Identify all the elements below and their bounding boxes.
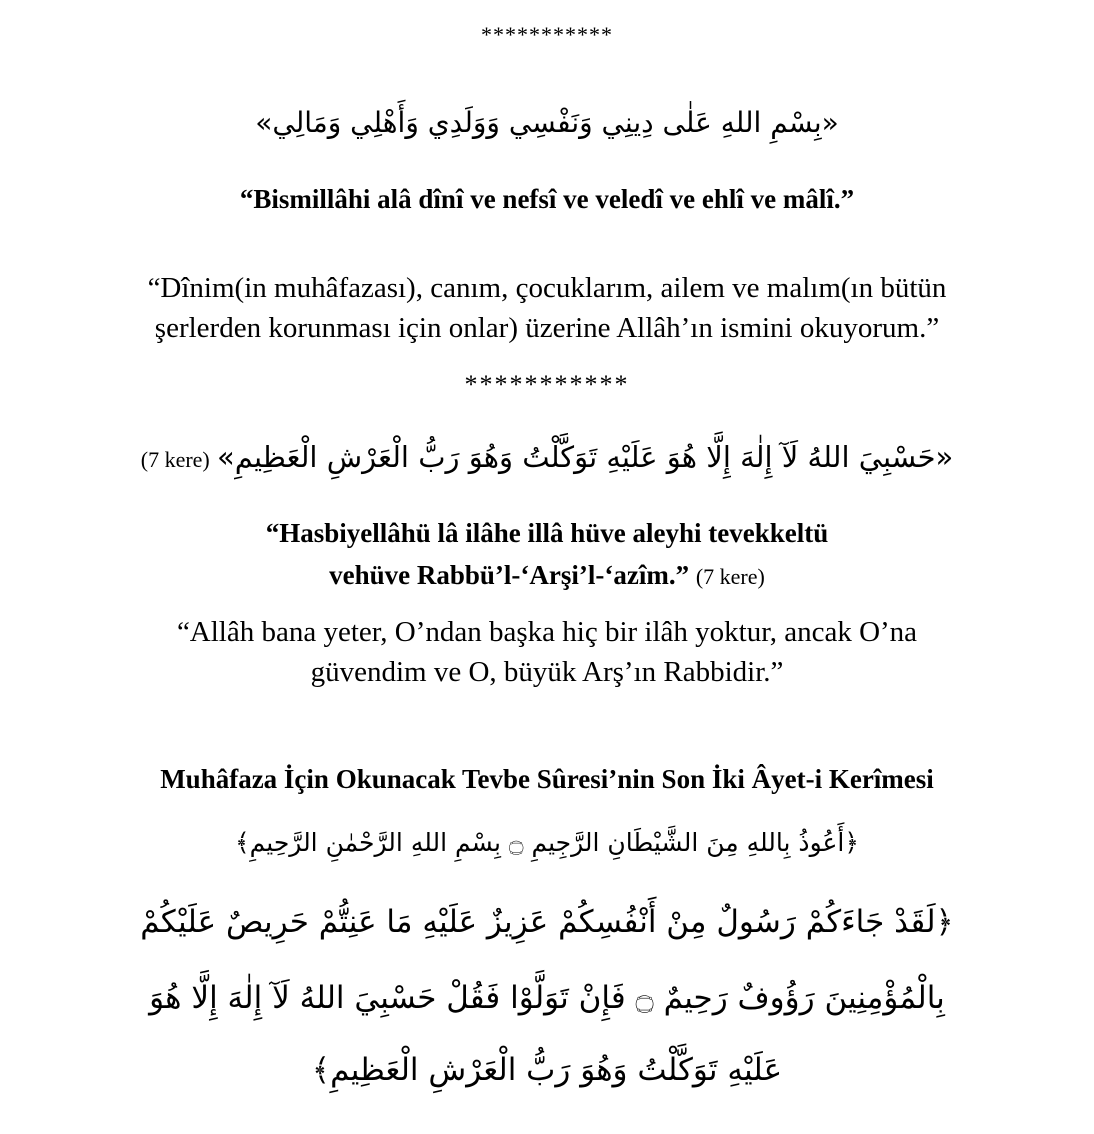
prayer1-transliteration: “Bismillâhi alâ dînî ve nefsî ve veledî ve ehlî ve mâlî.”	[239, 184, 855, 214]
prayer2-transliteration-line1: “Hasbiyellâhü lâ ilâhe illâ hüve aleyhi tevekkeltü	[265, 518, 829, 548]
section-heading: Muhâfaza İçin Okunacak Tevbe Sûresi’nin Son İki Âyet-i Kerîmesi	[160, 764, 934, 794]
prayer2-meaning-line2: güvendim ve O, büyük Arş’ın Rabbidir.”	[310, 656, 784, 688]
verse-line2: بِالْمُؤْمِنِينَ رَؤُوفٌ رَحِيمٌ ۝ فَإِنْ تَوَلَّوْا فَقُلْ حَسْبِيَ اللهُ لَآ إِلٰهَ إِلَّا هُوَ	[149, 980, 945, 1016]
prayer2-transliteration-line2: vehüve Rabbü’l-‘Arşi’l-‘azîm.”	[329, 560, 690, 590]
separator-middle: ***********	[464, 370, 630, 399]
prayer2-meaning-line1: “Allâh bana yeter, O’ndan başka hiç bir ilâh yoktur, ancak O’na	[176, 616, 918, 648]
verse-line1: ﴿لَقَدْ جَاءَكُمْ رَسُولٌ مِنْ أَنْفُسِكُمْ عَزِيزٌ عَلَيْهِ مَا عَنِتُّمْ حَرِيصٌ عَلَيْكُمْ	[140, 904, 954, 940]
prayer1-arabic: «بِسْمِ اللهِ عَلٰى دِينِي وَنَفْسِي وَوَلَدِي وَأَهْلِي وَمَالِي»	[255, 106, 839, 139]
verse-line3: عَلَيْهِ تَوَكَّلْتُ وَهُوَ رَبُّ الْعَرْشِ الْعَظِيمِ﴾	[311, 1052, 783, 1088]
istiadha-basmala: ﴿أَعُوذُ بِاللهِ مِنَ الشَّيْطَانِ الرَّجِيمِ ۝ بِسْمِ اللهِ الرَّحْمٰنِ الرَّحِيمِ﴾	[234, 828, 859, 857]
prayer2-repeat-note: (7 kere)	[140, 447, 210, 472]
prayer1-meaning-line2: şerlerden korunması için onlar) üzerine Allâh’ın ismini okuyorum.”	[154, 312, 940, 344]
prayer2-transliteration-row2	[0, 560, 1094, 591]
prayer1-meaning-line1: “Dînim(in muhâfazası), canım, çocuklarım, ailem ve malım(ın bütün	[147, 272, 947, 304]
prayer2-arabic: «حَسْبِيَ اللهُ لَآ إِلٰهَ إِلَّا هُوَ عَلَيْهِ تَوَكَّلْتُ وَهُوَ رَبُّ الْعَرْشِ الْعَظِيمِ»	[217, 440, 954, 474]
separator-top: ***********	[481, 22, 613, 47]
prayer2-arabic-row	[0, 440, 1094, 475]
prayer2-transliteration-repeat: (7 kere)	[695, 564, 765, 589]
